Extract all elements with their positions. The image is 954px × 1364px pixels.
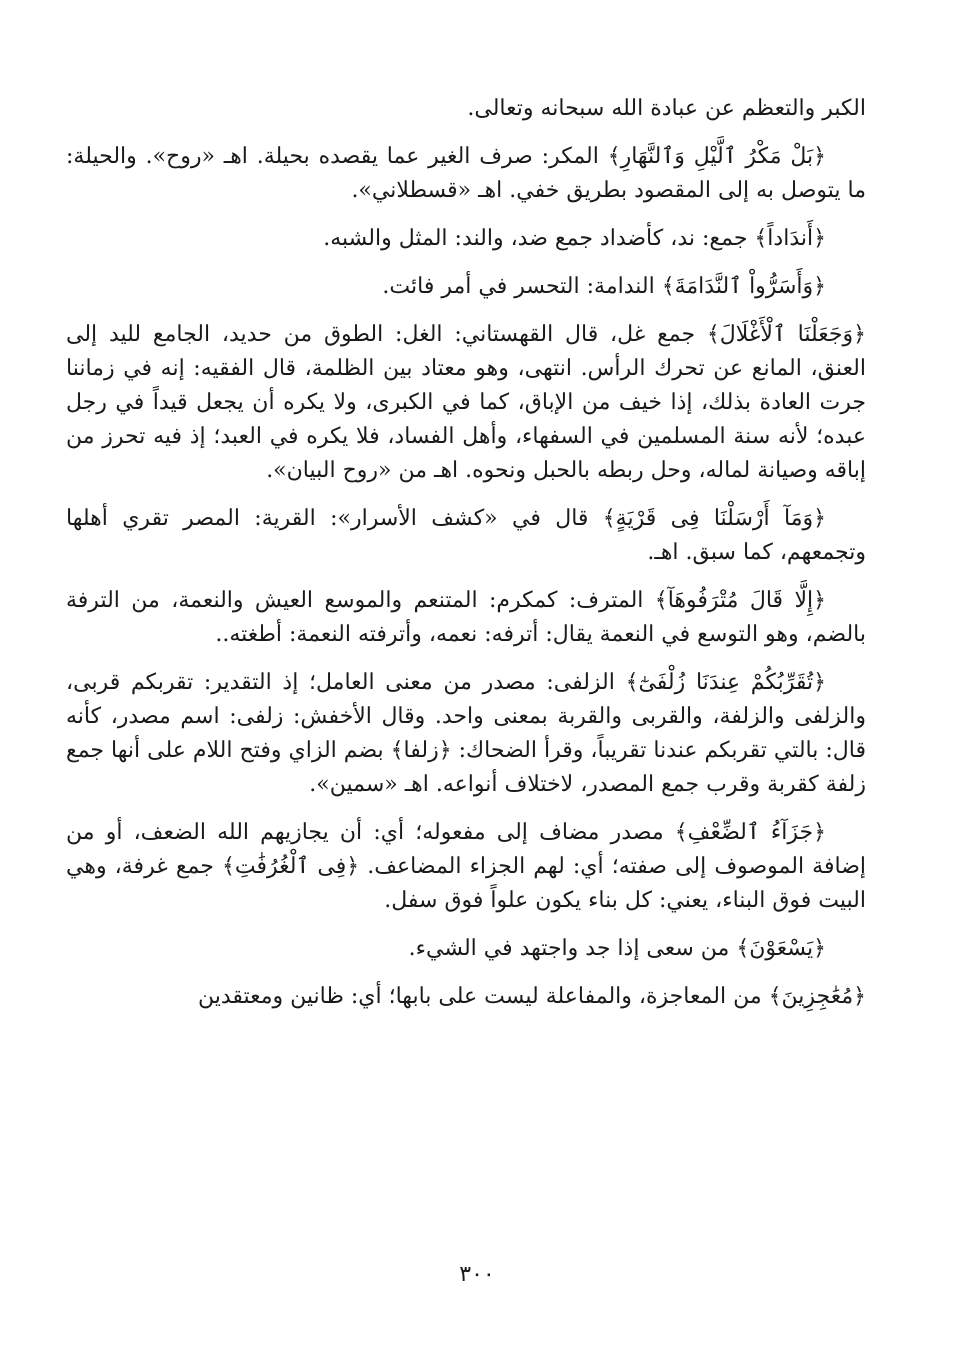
- paragraph-kibr: الكبر والتعظم عن عبادة الله سبحانه وتعالى.: [467, 96, 866, 121]
- page-body: [66, 92, 866, 1028]
- paragraph-aghlal: ﴿وَجَعَلْنَا ٱلْأَغْلَالَ﴾ جمع غل، قال القهستاني: الغل: الطوق من حديد، الجامع لليد إلى العنق، المانع عن تحرك الرأس. انتهى، وهو معتاد بين الظلمة، قال الفقيه: إنه في زماننا جرت العادة بذلك، إذا خيف من الإباق، كما في الكبرى، ولا يكره أن يجعل قيداً في رجل عبده؛ لأنه سنة المسلمين في السفهاء، وأهل الفساد، فلا يكره في العبد؛ إذ فيه تحرز من إباقه وصيانة لماله، وحل ربطه بالحبل ونحوه. اهـ من «روح البيان».: [66, 322, 866, 483]
- page-number: ٣٠٠: [459, 1262, 495, 1287]
- paragraph-yasawn: ﴿يَسْعَوْنَ﴾ من سعى إذا جد واجتهد في الشيء.: [408, 936, 826, 961]
- paragraph-nadama: ﴿وَأَسَرُّواْ ٱلنَّدَامَةَ﴾ الندامة: التحسر في أمر فائت.: [382, 274, 826, 299]
- paragraph-muajizin: ﴿مُعَٰجِزِينَ﴾ من المعاجزة، والمفاعلة ليست على بابها؛ أي: ظانين ومعتقدين: [197, 984, 866, 1009]
- paragraph-andad: ﴿أَندَاداً﴾ جمع: ند، كأضداد جمع ضد، والند: المثل والشبه.: [323, 226, 826, 251]
- paragraph-qarya: ﴿وَمَآ أَرْسَلْنَا فِى قَرْيَةٍ﴾ قال في «كشف الأسرار»: القرية: المصر تقري أهلها وتجمعهم، كما سبق. اهـ.: [66, 506, 866, 565]
- paragraph-mutrafuha: ﴿إِلَّا قَالَ مُتْرَفُوهَآ﴾ المترف: كمكرم: المتنعم والموسع العيش والنعمة، من الترفة بالضم، وهو التوسع في النعمة يقال: أترفه: نعمه، وأترفته النعمة: أطغته..: [66, 588, 866, 647]
- paragraph-zulfa: ﴿تُقَرِّبُكُمْ عِندَنَا زُلْفَىٰٓ﴾ الزلفى: مصدر من معنى العامل؛ إذ التقدير: تقربكم قربى، والزلفى والزلفة، والقربى والقربة بمعنى واحد. وقال الأخفش: زلفى: اسم مصدر، كأنه قال: بالتي تقربكم عندنا تقريباً، وقرأ الضحاك: ﴿زلفا﴾ بضم الزاي وفتح اللام على أنها جمع زلفة كقربة وقرب جمع المصدر، لاختلاف أنواعه. اهـ «سمين».: [66, 670, 867, 797]
- paragraph-makr: ﴿بَلْ مَكْرُ ٱلَّيْلِ وَٱلنَّهَارِ﴾ المكر: صرف الغير عما يقصده بحيلة. اهـ «روح». والحيلة: ما يتوصل به إلى المقصود بطريق خفي. اهـ «قسطلاني».: [66, 144, 866, 203]
- paragraph-jaza-al-difi: ﴿جَزَآءُ ٱلضِّعْفِ﴾ مصدر مضاف إلى مفعوله؛ أي: أن يجازيهم الله الضعف، أو من إضافة الموصوف إلى صفته؛ أي: لهم الجزاء المضاعف. ﴿فِى ٱلْغُرُفَٰتِ﴾ جمع غرفة، وهي البيت فوق البناء، يعني: كل بناء يكون علواً فوق سفل.: [66, 820, 866, 913]
